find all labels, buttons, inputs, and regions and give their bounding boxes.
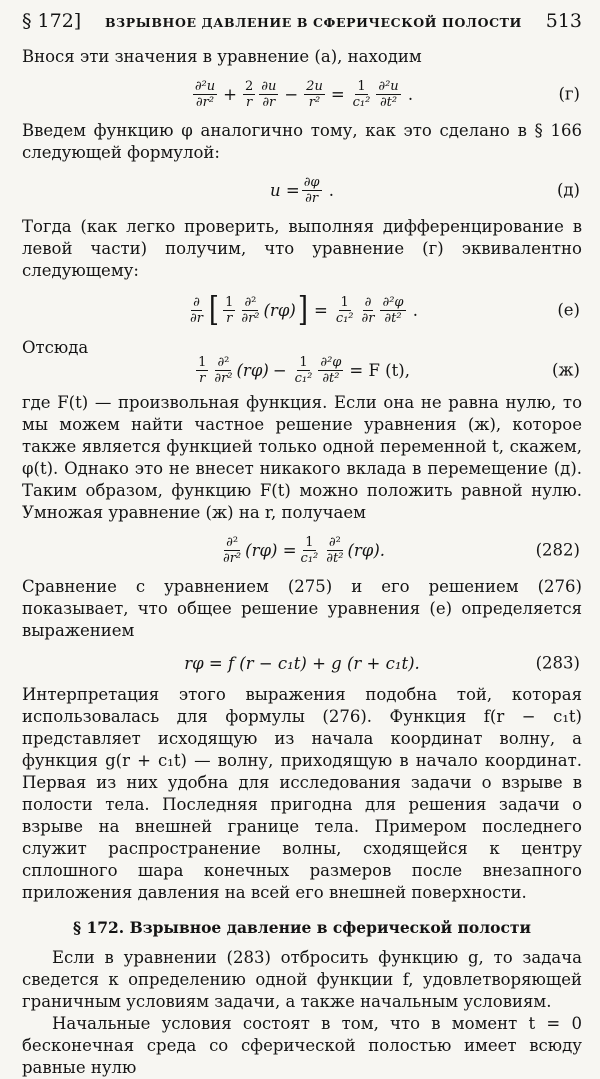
- paragraph-4: Отсюда: [22, 338, 89, 357]
- equation-282: $\frac{\text{∂²}}{\text{∂r²}}$ (rφ) = $\frac{1}{\text{c₁²}}$ $\frac{\text{∂²}}{\text{∂t²}}$ (rφ). (282): [223, 534, 580, 566]
- equation-e: $\frac{\partial}{\partial r}$ [ $\frac{1}{r}$ $\frac{\text{∂²}}{\text{∂r²}}$ (rφ) ] = $\frac{1}{\text{c₁²}}$ $\frac{\partial}{\partial r}$ $\frac{\text{∂²φ}}{\text{∂t²}}$ . (е): [189, 290, 580, 330]
- fraction: $\frac{\partial}{\partial r}$: [361, 294, 375, 326]
- fraction: $\frac{\partial u}{\partial r}$: [261, 78, 277, 110]
- paragraph-9: Начальные условия состоят в том, что в момент t = 0 бесконечная среда со сферической полостью имеет всюду равные нулю: [22, 1014, 582, 1077]
- fraction: $\frac{1}{\text{c₁²}}$: [335, 294, 354, 326]
- header-title: ВЗРЫВНОЕ ДАВЛЕНИЕ В СФЕРИЧЕСКОЙ ПОЛОСТИ: [104, 15, 522, 30]
- fraction: $\frac{\text{∂²u}}{\text{∂r²}}$: [194, 78, 216, 110]
- equation-tag: (д): [556, 180, 580, 200]
- fraction: $\frac{\text{∂²}}{\text{∂r²}}$: [223, 534, 242, 566]
- paragraph-2: Введем функцию φ аналогично тому, как это сделано в § 166 следующей формулой:: [22, 121, 582, 162]
- fraction: $\frac{2u}{\text{r²}}$: [306, 78, 323, 110]
- fraction: $\frac{\text{∂²u}}{\text{∂t²}}$: [378, 78, 399, 110]
- equation-zh: Отсюда $\frac{1}{r}$ $\frac{\text{∂²}}{\text{∂r²}}$ (rφ) − $\frac{1}{\text{c₁²}}$ $\frac{\text{∂²φ}}{\text{∂t²}}$ = F (t), (ж): [22, 338, 580, 386]
- paragraph-3: Тогда (как легко проверить, выполняя дифференцирование в левой части) получим, что уравнение (г) эквивалентно следующему:: [22, 217, 582, 280]
- fraction: $\frac{1}{\text{c₁²}}$: [294, 354, 313, 386]
- equation-tag: (г): [558, 84, 580, 104]
- paragraph-1: Внося эти значения в уравнение (а), находим: [22, 47, 422, 66]
- fraction: $\frac{1}{\text{c₁²}}$: [300, 534, 319, 566]
- paragraph-6: Сравнение с уравнением (275) и его решением (276) показывает, что общее решение уравнения (е) определяется выражением: [22, 577, 582, 640]
- paragraph-8: Если в уравнении (283) отбросить функцию g, то задача сведется к определению одной функции f, удовлетворяющей граничным условиям задачи, а также начальным условиям.: [22, 948, 582, 1011]
- fraction: $\frac{\text{∂²}}{\text{∂t²}}$: [326, 534, 344, 566]
- fraction: $\frac{\partial\varphi}{\partial r}$: [303, 174, 320, 206]
- fraction: $\frac{\text{∂²φ}}{\text{∂t²}}$: [382, 294, 404, 326]
- equation-g: $\frac{\text{∂²u}}{\text{∂r²}}$ + $\frac{2}{r}$ $\frac{\partial u}{\partial r}$ − $\frac{2u}{\text{r²}}$ = $\frac{1}{\text{c₁²}}$ $\frac{\text{∂²u}}{\text{∂t²}}$ . (г): [194, 78, 580, 110]
- fraction: $\frac{\text{∂²}}{\text{∂r²}}$: [241, 294, 260, 326]
- equation-tag: (282): [535, 540, 580, 560]
- equation-d: u = $\frac{\partial\varphi}{\partial r}$ . (д): [269, 174, 580, 206]
- paragraph-5: где F(t) — произвольная функция. Если она не равна нулю, то мы можем найти частное решение уравнения (ж), которое также является функцией только одной переменной t, скажем, φ(t). Однако это не внесет никакого вклада в перемещение (д). Таким образом, функцию F(t) можно положить равной нулю. Умножая уравнение (ж) на r, получаем: [22, 393, 582, 522]
- fraction: $\frac{\partial}{\partial r}$: [189, 294, 203, 326]
- fraction: $\frac{2}{r}$: [244, 78, 254, 110]
- section-title: § 172. Взрывное давление в сферической полости: [72, 918, 532, 937]
- page-number: 513: [545, 10, 582, 32]
- header-section: § 172]: [22, 10, 82, 32]
- equation-tag: (е): [557, 300, 580, 320]
- paragraph-7: Интерпретация этого выражения подобна той, которая использовалась для формулы (276). Функция f(r − c₁t) представляет исходящую из начала координат волну, а функция g(r + c₁t) — волну, приходящую в начало координат. Первая из них удобна для исследования задачи о взрыве в полости тела. Последняя пригодна для решения задачи о взрыве на внешней границе тела. Примером последнего служит распространение волны, сходящейся к центру сплошного шара конечных размеров после внезапного приложения давления на всей его внешней поверхности.: [22, 685, 582, 902]
- equation-tag: (ж): [551, 360, 580, 380]
- fraction: $\frac{\text{∂²}}{\text{∂r²}}$: [214, 354, 233, 386]
- fraction: $\frac{\text{∂²φ}}{\text{∂t²}}$: [320, 354, 342, 386]
- equation-283: rφ = f (r − c₁t) + g (r + c₁t). (283): [184, 653, 580, 673]
- page-header: [22, 10, 582, 40]
- fraction: $\frac{1}{\text{c₁²}}$: [352, 78, 371, 110]
- fraction: $\frac{1}{r}$: [198, 354, 207, 386]
- equation-tag: (283): [535, 653, 580, 673]
- fraction: $\frac{1}{r}$: [225, 294, 234, 326]
